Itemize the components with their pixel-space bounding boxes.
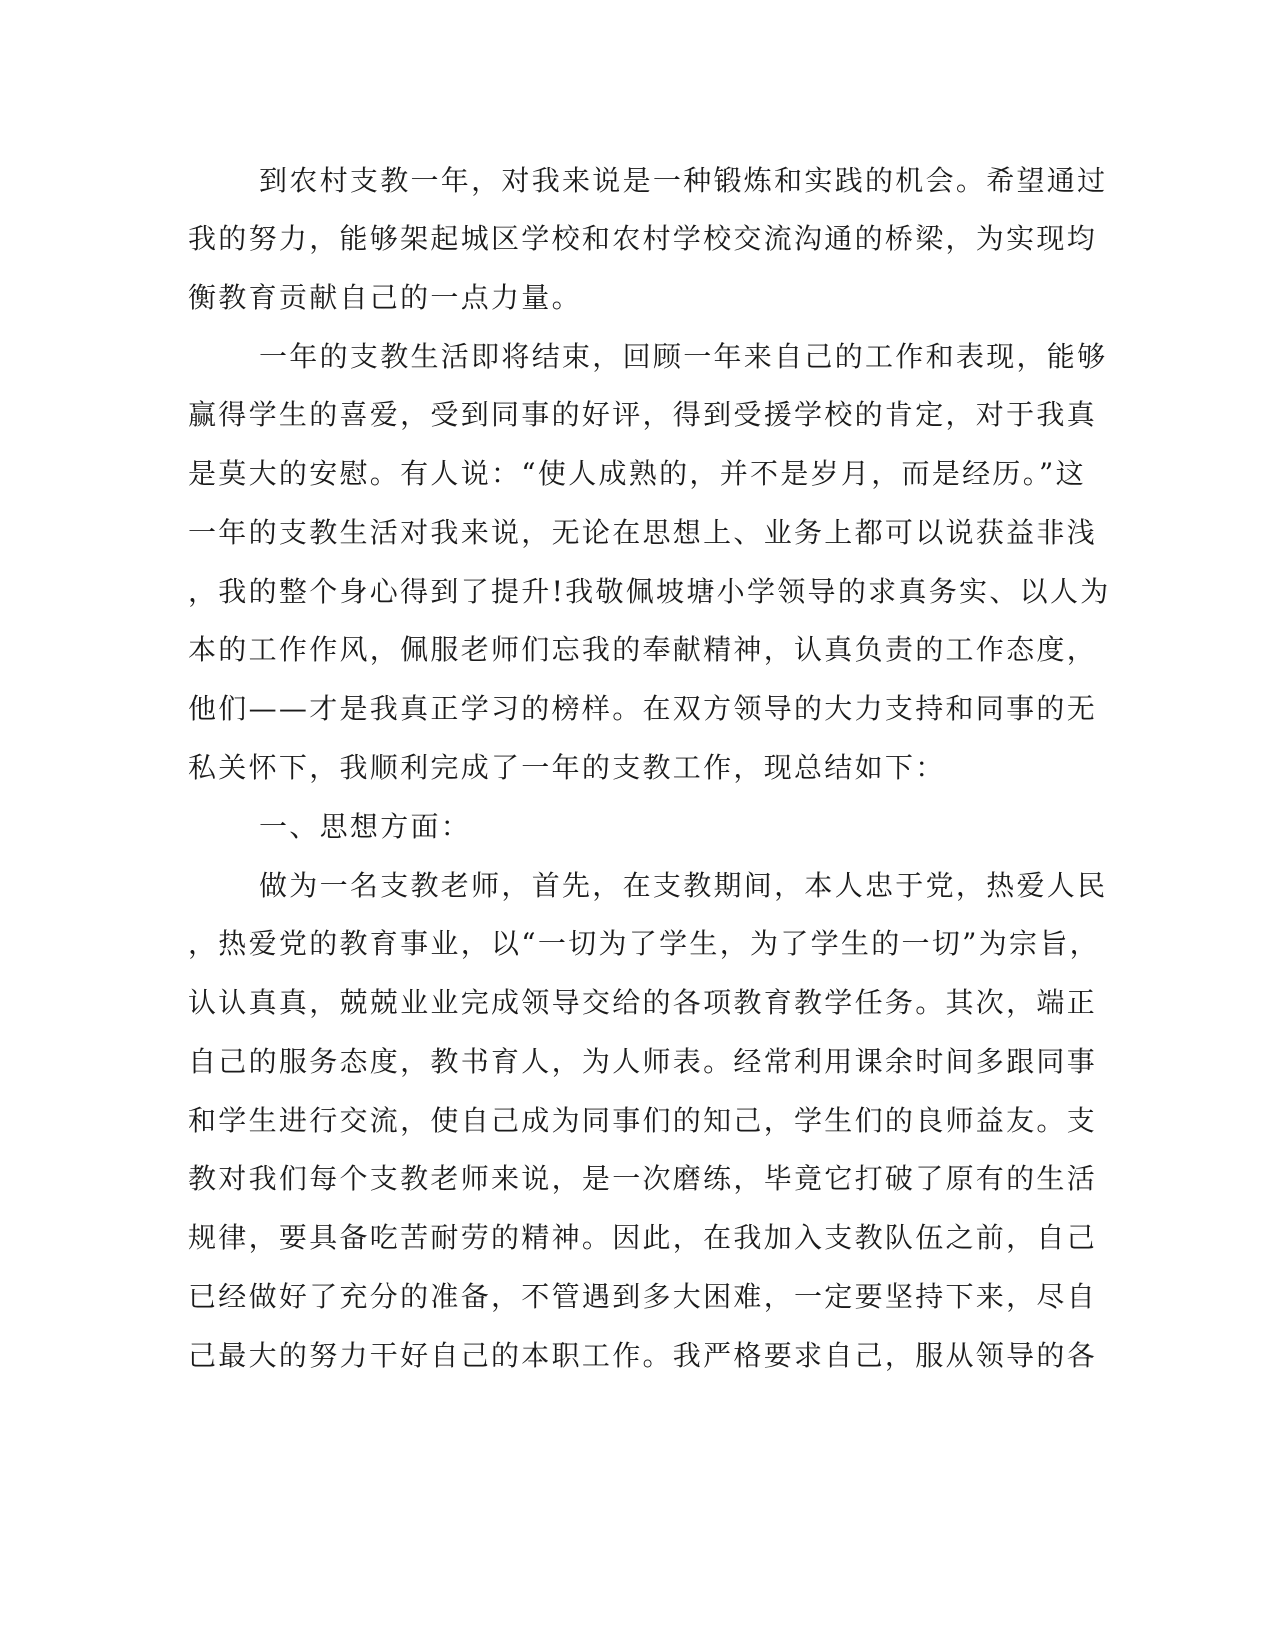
paragraph-1-line-3: 衡教育贡献自己的一点力量。 [188,281,582,314]
paragraph-2-line-2: 赢得学生的喜爱，受到同事的好评，得到受援学校的肯定，对于我真 [188,398,1098,431]
paragraph-2-line-8: 私关怀下，我顺利完成了一年的支教工作，现总结如下： [188,751,946,784]
paragraph-1-line-2: 我的努力，能够架起城区学校和农村学校交流沟通的桥梁，为实现均 [188,222,1098,255]
paragraph-3-line-2: ，热爱党的教育事业，以“一切为了学生，为了学生的一切”为宗旨， [188,927,1100,960]
paragraph-2-line-7: 他们——才是我真正学习的榜样。在双方领导的大力支持和同事的无 [188,692,1098,725]
paragraph-2-line-5: ，我的整个身心得到了提升!我敬佩坡塘小学领导的求真务实、以人为 [188,575,1111,608]
paragraph-3-line-6: 教对我们每个支教老师来说，是一次磨练，毕竟它打破了原有的生活 [188,1162,1098,1195]
paragraph-2-line-4: 一年的支教生活对我来说，无论在思想上、业务上都可以说获益非浅 [188,516,1098,549]
paragraph-2-line-1: 一年的支教生活即将结束，回顾一年来自己的工作和表现，能够 [259,340,1108,373]
paragraph-3-line-5: 和学生进行交流，使自己成为同事们的知己，学生们的良师益友。支 [188,1104,1098,1137]
paragraph-3-line-3: 认认真真，兢兢业业完成领导交给的各项教育教学任务。其次，端正 [188,986,1098,1019]
paragraph-2-line-6: 本的工作作风，佩服老师们忘我的奉献精神，认真负责的工作态度， [188,633,1098,666]
paragraph-1-line-1: 到农村支教一年，对我来说是一种锻炼和实践的机会。希望通过 [259,164,1108,197]
paragraph-3-line-7: 规律，要具备吃苦耐劳的精神。因此，在我加入支教队伍之前，自己 [188,1221,1098,1254]
paragraph-3-line-9: 己最大的努力干好自己的本职工作。我严格要求自己，服从领导的各 [188,1339,1098,1372]
paragraph-3-line-8: 已经做好了充分的准备，不管遇到多大困难，一定要坚持下来，尽自 [188,1280,1098,1313]
paragraph-3-line-1: 做为一名支教老师，首先，在支教期间，本人忠于党，热爱人民 [259,869,1108,902]
section-heading-thought: 一、思想方面： [259,810,472,843]
paragraph-2-line-3: 是莫大的安慰。有人说：“使人成熟的，并不是岁月，而是经历。”这 [188,457,1086,490]
paragraph-3-line-4: 自己的服务态度，教书育人，为人师表。经常利用课余时间多跟同事 [188,1045,1098,1078]
